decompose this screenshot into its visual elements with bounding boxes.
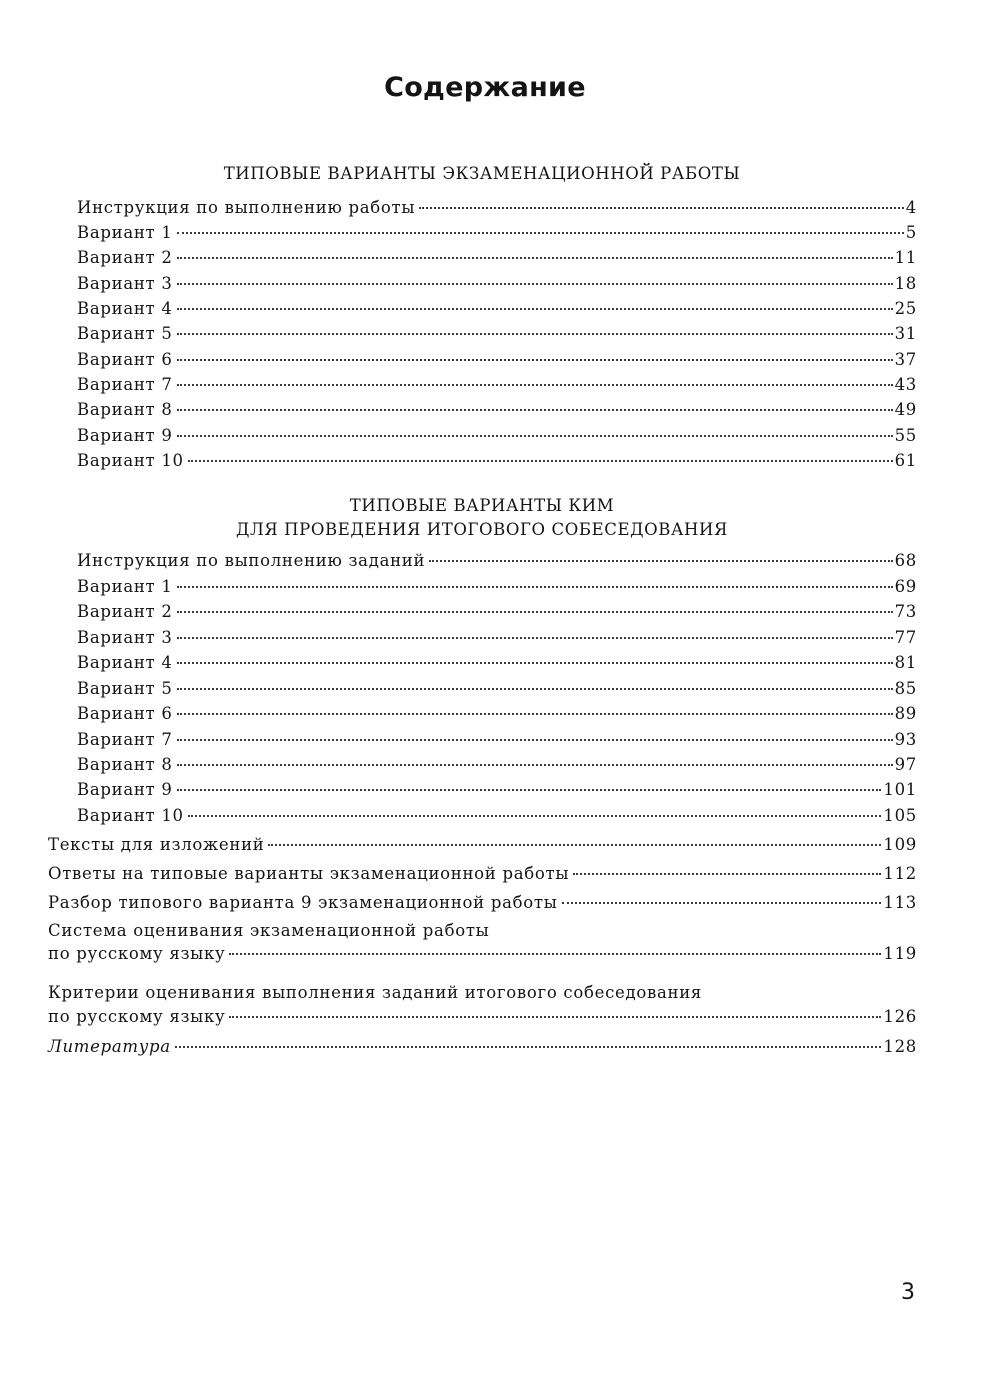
toc-entry-page: 113 bbox=[883, 893, 917, 912]
page-number: 3 bbox=[901, 1280, 915, 1305]
toc-entry-page: 109 bbox=[883, 835, 917, 854]
toc-entry-label: Разбор типового варианта 9 экзаменационной работы bbox=[48, 893, 558, 912]
toc-leader bbox=[177, 662, 893, 664]
toc-entry-label: Критерии оценивания выполнения заданий итогового собеседования bbox=[48, 983, 703, 1002]
toc-entry-label: Инструкция по выполнению заданий bbox=[77, 551, 426, 570]
toc-entry bbox=[77, 575, 917, 599]
toc-entry-page: 55 bbox=[894, 426, 917, 445]
section-heading-interview-line2: ДЛЯ ПРОВЕДЕНИЯ ИТОГОВОГО СОБЕСЕДОВАНИЯ bbox=[236, 520, 728, 539]
toc-entry-page: 101 bbox=[883, 780, 917, 799]
toc-entry-label: Вариант 5 bbox=[77, 679, 173, 698]
toc-entry-assessment-line1 bbox=[48, 919, 917, 943]
toc-entry-page: 81 bbox=[894, 653, 917, 672]
toc-entry bbox=[77, 651, 917, 675]
toc-leader bbox=[177, 739, 893, 741]
toc-entry-label: по русскому языку bbox=[48, 944, 226, 963]
toc-entry-page: 128 bbox=[883, 1037, 917, 1056]
toc-entry bbox=[77, 449, 917, 473]
toc-entry bbox=[77, 348, 917, 372]
toc-entry bbox=[77, 600, 917, 624]
toc-entry-page: 89 bbox=[894, 704, 917, 723]
toc-entry-literature bbox=[48, 1035, 917, 1059]
toc-entry-label: по русскому языку bbox=[48, 1007, 226, 1026]
toc-entry-label: Вариант 7 bbox=[77, 375, 173, 394]
toc-entry bbox=[77, 373, 917, 397]
toc-entry-label: Вариант 3 bbox=[77, 628, 173, 647]
toc-leader bbox=[429, 560, 892, 562]
toc-entry bbox=[77, 246, 917, 270]
toc-entry-label: Вариант 1 bbox=[77, 577, 173, 596]
toc-leader bbox=[175, 1046, 882, 1048]
toc-entry bbox=[77, 702, 917, 726]
toc-entry-texts bbox=[48, 833, 917, 857]
toc-entry bbox=[77, 221, 917, 245]
toc-entry-answers bbox=[48, 862, 917, 886]
toc-entry-page: 25 bbox=[894, 299, 917, 318]
toc-entry-analysis bbox=[48, 891, 917, 915]
toc-leader bbox=[177, 333, 893, 335]
toc-entry-page: 73 bbox=[894, 602, 917, 621]
toc-entry-page: 77 bbox=[894, 628, 917, 647]
toc-leader bbox=[177, 611, 893, 613]
toc-entry-label: Вариант 1 bbox=[77, 223, 173, 242]
toc-entry-label: Система оценивания экзаменационной работы bbox=[48, 921, 490, 940]
toc-entry-label: Тексты для изложений bbox=[48, 835, 265, 854]
toc-entry bbox=[77, 398, 917, 422]
toc-entry bbox=[77, 778, 917, 802]
toc-entry bbox=[77, 626, 917, 650]
toc-leader bbox=[188, 460, 893, 462]
toc-entry-page: 61 bbox=[894, 451, 917, 470]
toc-entry bbox=[77, 677, 917, 701]
toc-entry-label: Вариант 4 bbox=[77, 299, 173, 318]
toc-leader bbox=[177, 308, 893, 310]
toc-entry-page: 112 bbox=[883, 864, 917, 883]
toc-leader bbox=[177, 409, 893, 411]
toc-entry-page: 11 bbox=[894, 248, 917, 267]
toc-entry-page: 93 bbox=[894, 730, 917, 749]
toc-leader bbox=[229, 953, 881, 955]
toc-entry-page: 126 bbox=[883, 1007, 917, 1026]
toc-entry-page: 43 bbox=[894, 375, 917, 394]
toc-entry bbox=[77, 549, 917, 573]
section-heading-exam: ТИПОВЫЕ ВАРИАНТЫ ЭКЗАМЕНАЦИОННОЙ РАБОТЫ bbox=[223, 164, 741, 183]
toc-leader bbox=[188, 815, 882, 817]
toc-leader bbox=[177, 384, 893, 386]
toc-leader bbox=[177, 283, 893, 285]
toc-entry-label: Вариант 5 bbox=[77, 324, 173, 343]
toc-entry-page: 85 bbox=[894, 679, 917, 698]
toc-entry-label: Вариант 6 bbox=[77, 350, 173, 369]
toc-leader bbox=[177, 232, 904, 234]
toc-entry-page: 37 bbox=[894, 350, 917, 369]
toc-entry-label: Ответы на типовые варианты экзаменационной работы bbox=[48, 864, 570, 883]
toc-entry-criteria-line1 bbox=[48, 981, 917, 1005]
toc-leader bbox=[177, 637, 893, 639]
toc-entry bbox=[77, 297, 917, 321]
toc-leader bbox=[177, 257, 893, 259]
toc-entry-label: Вариант 9 bbox=[77, 426, 173, 445]
toc-entry-page: 31 bbox=[894, 324, 917, 343]
toc-entry-label: Вариант 8 bbox=[77, 755, 173, 774]
toc-entry-page: 18 bbox=[894, 274, 917, 293]
toc-leader bbox=[177, 713, 893, 715]
toc-entry bbox=[77, 196, 917, 220]
toc-entry-page: 49 bbox=[894, 400, 917, 419]
toc-entry-page: 105 bbox=[883, 806, 917, 825]
toc-entry-label: Вариант 2 bbox=[77, 602, 173, 621]
page-title: Содержание bbox=[384, 72, 586, 103]
toc-entry bbox=[77, 322, 917, 346]
toc-leader bbox=[177, 359, 893, 361]
toc-entry-assessment-line2 bbox=[48, 942, 917, 966]
toc-entry-label: Вариант 4 bbox=[77, 653, 173, 672]
toc-entry-label: Вариант 3 bbox=[77, 274, 173, 293]
toc-entry-criteria-line2 bbox=[48, 1005, 917, 1029]
toc-leader bbox=[177, 789, 882, 791]
toc-leader bbox=[573, 873, 881, 875]
toc-entry-label: Вариант 10 bbox=[77, 451, 184, 470]
toc-entry-page: 119 bbox=[883, 944, 917, 963]
toc-leader bbox=[268, 844, 881, 846]
toc-entry-label: Вариант 8 bbox=[77, 400, 173, 419]
toc-entry-label: Инструкция по выполнению работы bbox=[77, 198, 416, 217]
toc-entry-label: Вариант 10 bbox=[77, 806, 184, 825]
toc-leader bbox=[177, 688, 893, 690]
toc-entry-label: Вариант 9 bbox=[77, 780, 173, 799]
toc-leader bbox=[177, 764, 893, 766]
toc-entry-label: Литература bbox=[48, 1037, 171, 1056]
toc-leader bbox=[419, 207, 904, 209]
toc-entry-label: Вариант 2 bbox=[77, 248, 173, 267]
toc-entry bbox=[77, 424, 917, 448]
toc-entry-page: 97 bbox=[894, 755, 917, 774]
toc-entry-page: 5 bbox=[905, 223, 917, 242]
toc-leader bbox=[562, 902, 882, 904]
toc-entry-label: Вариант 6 bbox=[77, 704, 173, 723]
toc-entry bbox=[77, 728, 917, 752]
toc-leader bbox=[177, 435, 893, 437]
toc-entry bbox=[77, 804, 917, 828]
toc-entry bbox=[77, 753, 917, 777]
toc-entry-page: 4 bbox=[905, 198, 917, 217]
toc-entry bbox=[77, 272, 917, 296]
toc-entry-label: Вариант 7 bbox=[77, 730, 173, 749]
toc-leader bbox=[177, 586, 893, 588]
toc-entry-page: 69 bbox=[894, 577, 917, 596]
toc-leader bbox=[229, 1016, 881, 1018]
section-heading-interview-line1: ТИПОВЫЕ ВАРИАНТЫ КИМ bbox=[349, 496, 615, 515]
toc-entry-page: 68 bbox=[894, 551, 917, 570]
